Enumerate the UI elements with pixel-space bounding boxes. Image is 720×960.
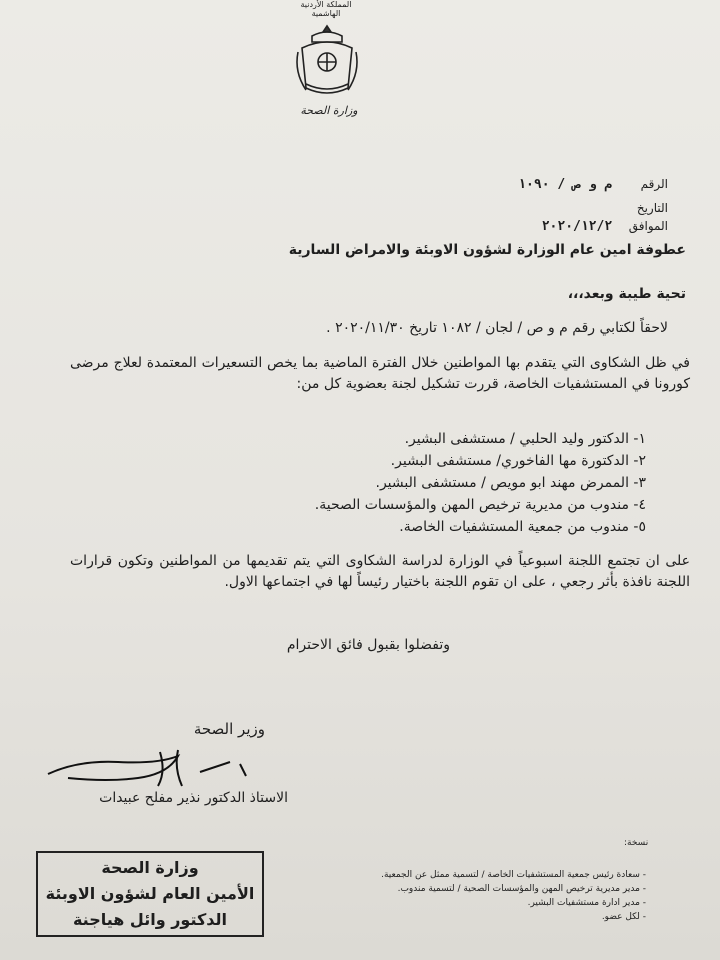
kingdom-header-text: المملكة الأردنية الهاشمية xyxy=(300,0,352,18)
reference-line: لاحقاً لكتابي رقم م و ص / لجان / ١٠٨٢ تاريخ ٢٠٢٠/١١/٣٠ . xyxy=(326,320,668,336)
handwritten-signature xyxy=(40,742,260,792)
coat-of-arms-icon xyxy=(292,22,362,100)
corresponding-label: الموافق xyxy=(628,219,668,233)
member-item: ٥- مندوب من جمعية المستشفيات الخاصة. xyxy=(399,519,646,535)
copy-item: - مدير مديرية ترخيص المهن والمؤسسات الصحية / لتسمية مندوب. xyxy=(316,882,646,896)
copy-item: - مدير ادارة مستشفيات البشير. xyxy=(316,896,646,910)
greeting: تحية طيبة وبعد،،، xyxy=(567,286,686,302)
official-stamp xyxy=(36,851,264,937)
copy-item: - سعادة رئيس جمعية المستشفيات الخاصة / لتسمية ممثل عن الجمعية. xyxy=(316,868,646,882)
member-item: ٣- الممرض مهند ابو مويص / مستشفى البشير. xyxy=(375,475,646,491)
signature-title: وزير الصحة xyxy=(193,720,265,738)
copies-label: نسخة: xyxy=(624,838,649,848)
stamp-line-2: الأمين العام لشؤون الاوبئة xyxy=(45,884,255,903)
corresponding-row xyxy=(448,219,668,234)
signatory-name: الاستاذ الدكتور نذير مفلح عبيدات xyxy=(99,790,288,806)
reference-number-row xyxy=(448,177,668,192)
number-label: الرقم xyxy=(640,177,668,191)
number-value: م و ص / ١٠٩٠ xyxy=(518,177,613,192)
addressee: عطوفة امين عام الوزارة لشؤون الاوبئة والامراض السارية xyxy=(288,242,686,258)
member-item: ٢- الدكتورة مها الفاخوري/ مستشفى البشير. xyxy=(390,453,646,469)
copies-list xyxy=(316,868,646,924)
paragraph-meetings: على ان تجتمع اللجنة اسبوعياً في الوزارة لدراسة الشكاوى التي يتم تقديمها من المواطنين وتكون قرارات اللجنة نافذة بأثر رجعي ، على ان تقوم اللجنة باختيار رئيساً لها في اجتماعها الاول. xyxy=(70,553,690,590)
stamp-line-1: وزارة الصحة xyxy=(101,858,199,877)
member-item: ٤- مندوب من مديرية ترخيص المهن والمؤسسات الصحية. xyxy=(314,497,646,513)
paragraph-complaints: في ظل الشكاوى التي يتقدم بها المواطنين خلال الفترة الماضية بما يخص التسعيرات المعتمدة لعلاج مرضى كورونا في المستشفيات الخاصة، قررت تشكيل لجنة بعضوية كل من: xyxy=(70,355,690,392)
date-label: التاريخ xyxy=(636,201,668,215)
members-list xyxy=(126,428,646,538)
ministry-name: وزارة الصحة xyxy=(300,104,358,117)
closing-line: وتفضلوا بقبول فائق الاحترام xyxy=(286,637,450,653)
stamp-line-3: الدكتور وائل هياجنة xyxy=(72,910,228,929)
member-item: ١- الدكتور وليد الحلبي / مستشفى البشير. xyxy=(404,431,646,447)
copy-item: - لكل عضو. xyxy=(316,910,646,924)
date-row xyxy=(448,201,668,216)
corresponding-value: ٢٠٢٠/١٢/٢ xyxy=(541,219,613,234)
